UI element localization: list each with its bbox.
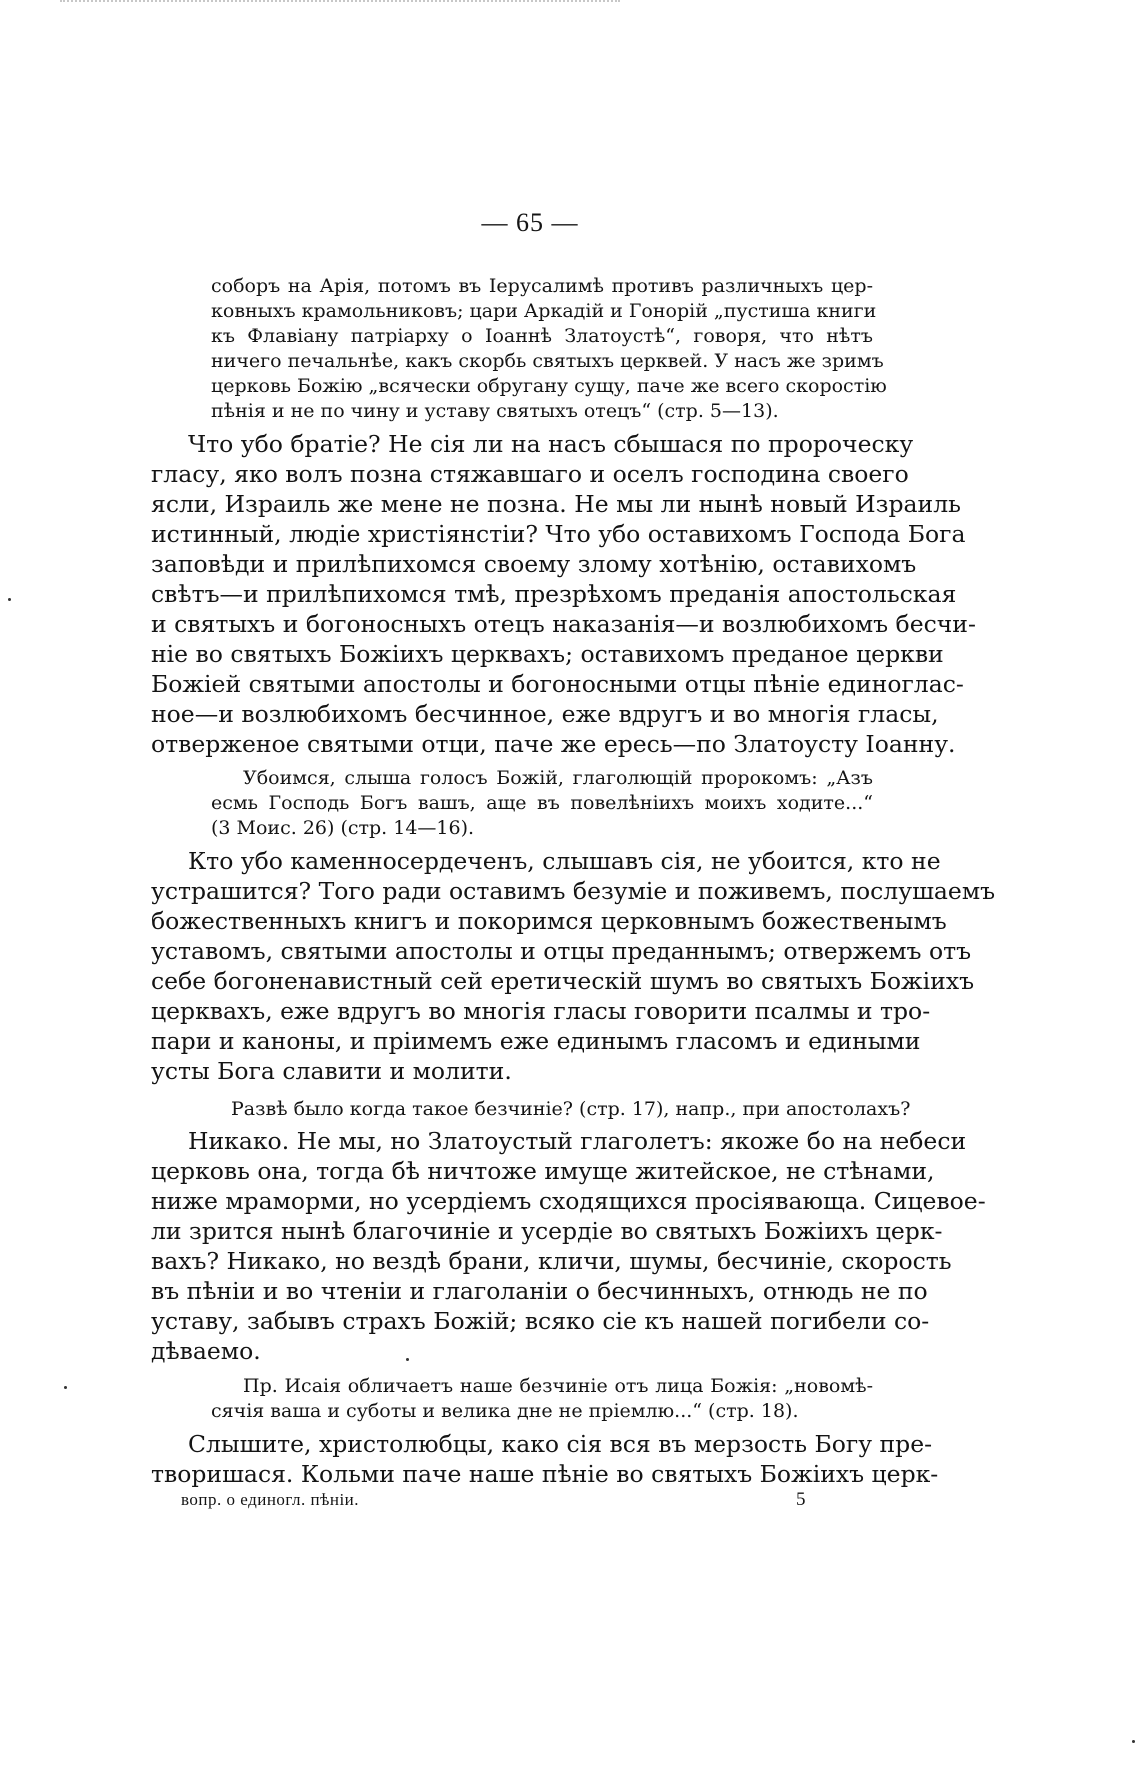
- scan-speck: [1132, 1740, 1135, 1743]
- text-line: усты Бога славити и молити.: [151, 1057, 512, 1085]
- text-line: церквахъ, еже вдругъ во многія гласы говорити псалмы и тро-: [151, 997, 931, 1025]
- text-line: Пр. Исаія обличаетъ наше безчиніе отъ лица Божія: „новомѣ-: [243, 1375, 873, 1397]
- text-line: уставу, забывъ страхъ Божій; всяко сіе къ нашей погибели со-: [151, 1307, 930, 1335]
- text-line: свѣтъ—и прилѣпихомся тмѣ, презрѣхомъ преданія апостольская: [151, 580, 957, 608]
- text-line: устрашится? Того ради оставимъ безуміе и поживемъ, послушаемъ: [151, 877, 996, 905]
- text-line: соборъ на Арія, потомъ въ Іерусалимѣ противъ различныхъ цер-: [211, 275, 873, 297]
- text-line: къ Флавіану патріарху о Іоаннѣ Златоустѣ“, говоря, что нѣтъ: [211, 325, 873, 347]
- text-line: Никако. Не мы, но Златоустый глаголетъ: якоже бо на небеси: [188, 1127, 967, 1155]
- text-line: отверженое святыми отци, паче же ересь—по Златоусту Іоанну.: [151, 730, 956, 758]
- text-line: заповѣди и прилѣпихомся своему злому хотѣнію, оставихомъ: [151, 550, 917, 578]
- scan-speck: [406, 1358, 409, 1361]
- text-line: истинный, людіе христіянстіи? Что убо оставихомъ Господа Бога: [151, 520, 966, 548]
- text-line: Что убо братіе? Не сія ли на насъ сбышася по пророческу: [188, 430, 914, 458]
- text-line: (3 Моис. 26) (стр. 14—16).: [211, 817, 475, 839]
- text-line: уставомъ, святыми апостолы и отцы преданнымъ; отвержемъ отъ: [151, 937, 972, 965]
- text-line: церковь она, тогда бѣ ничтоже имуще житейское, не стѣнами,: [151, 1157, 935, 1185]
- text-line: ясли, Израиль же мене не позна. Не мы ли нынѣ новый Израиль: [151, 490, 961, 518]
- text-line: ничего печальнѣе, какъ скорбь святыхъ церквей. У насъ же зримъ: [211, 350, 884, 372]
- sheet-number: 5: [796, 1489, 806, 1510]
- text-line: ли зрится нынѣ благочиніе и усердіе во святыхъ Божіихъ церк-: [151, 1217, 943, 1245]
- text-line: ное—и возлюбихомъ бесчинное, еже вдругъ и во многія гласы,: [151, 700, 939, 728]
- text-line: церковь Божію „всячески обругану сущу, паче же всего скоростію: [211, 375, 887, 397]
- text-line: дѣваемо.: [151, 1337, 261, 1365]
- text-line: божественныхъ книгъ и покоримся церковнымъ божественымъ: [151, 907, 947, 935]
- text-line: гласу, яко волъ позна стяжавшаго и оселъ господина своего: [151, 460, 909, 488]
- scan-speck: [8, 598, 11, 601]
- text-line: есмь Господь Богъ вашъ, аще въ повелѣніихъ моихъ ходите...“: [211, 792, 873, 814]
- text-line: Кто убо каменносердеченъ, слышавъ сія, не убоится, кто не: [188, 847, 941, 875]
- text-line: ниже мраморми, но усердіемъ сходящихся просіявающа. Сицевое-: [151, 1187, 986, 1215]
- text-line: ніе во святыхъ Божіихъ церквахъ; оставихомъ преданое церкви: [151, 640, 944, 668]
- text-line: и святыхъ и богоносныхъ отецъ наказанія—и возлюбихомъ бесчи-: [151, 610, 976, 638]
- text-line: вахъ? Никако, но вездѣ брани, кличи, шумы, бесчиніе, скорость: [151, 1247, 952, 1275]
- text-line: въ пѣніи и во чтеніи и глаголаніи о бесчинныхъ, отнюдь не по: [151, 1277, 928, 1305]
- text-line: Развѣ было когда такое безчиніе? (стр. 17), напр., при апостолахъ?: [231, 1098, 911, 1120]
- text-line: пѣнія и не по чину и уставу святыхъ отецъ“ (стр. 5—13).: [211, 400, 779, 422]
- text-line: ковныхъ крамольниковъ; цари Аркадій и Гонорій „пустиша книги: [211, 300, 877, 322]
- text-line: себе богоненавистный сей еретическій шумъ во святыхъ Божіихъ: [151, 967, 975, 995]
- text-line: сячія ваша и суботы и велика дне не пріемлю...“ (стр. 18).: [211, 1400, 799, 1422]
- signature-mark: вопр. о единогл. пѣніи.: [181, 1490, 360, 1509]
- text-line: пари и каноны, и пріимемъ еже единымъ гласомъ и едиными: [151, 1027, 921, 1055]
- text-line: Божіей святыми апостолы и богоносными отцы пѣніе единоглас-: [151, 670, 964, 698]
- text-line: Убоимся, слыша голосъ Божій, глаголющій пророкомъ: „Азъ: [243, 767, 873, 789]
- scan-speck: [64, 1386, 67, 1389]
- text-line: Слышите, христолюбцы, како сія вся въ мерзость Богу пре-: [188, 1430, 933, 1458]
- text-line: творишася. Кольми паче наше пѣніе во святыхъ Божіихъ церк-: [151, 1460, 939, 1488]
- page-number: — 65 —: [481, 208, 579, 237]
- scan-edge-noise: [60, 0, 620, 10]
